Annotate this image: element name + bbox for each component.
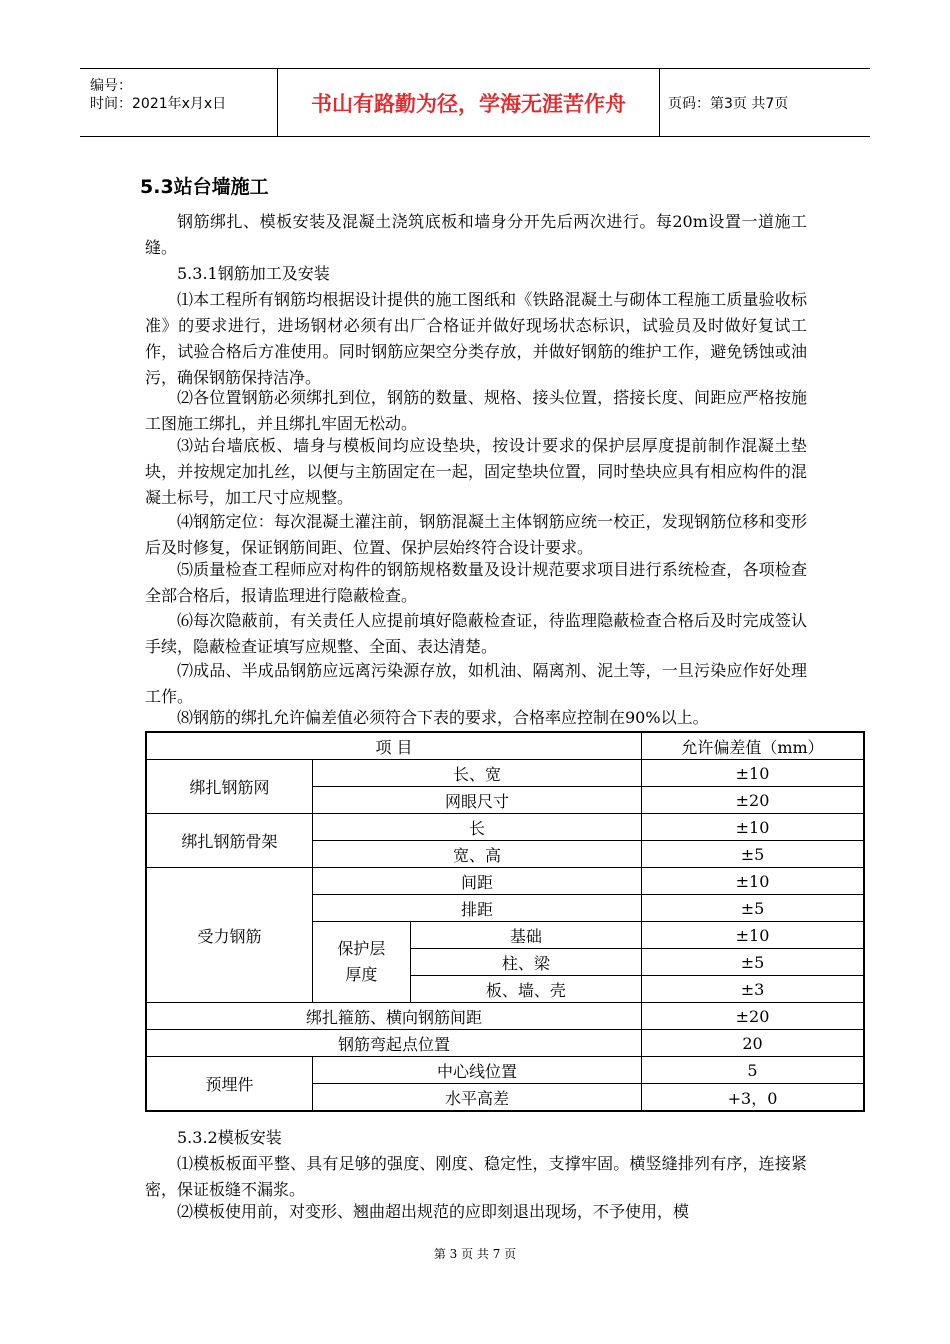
table-cell-value: ±20 [642,787,864,814]
formwork-item-1: ⑴模板板面平整、具有足够的强度、刚度、稳定性，支撑牢固。横竖缝排列有序，连接紧密，保证板缝不漏浆。 [145,1154,807,1199]
cover-thickness-label [312,922,410,1003]
table-row [146,760,864,787]
table-cell-value: ±10 [642,868,864,895]
table-cell-value: +3，0 [642,1084,864,1112]
group-mesh: 绑扎钢筋网 [146,760,312,814]
table-cell-value: ±10 [642,922,864,949]
group-main-rebar: 受力钢筋 [146,868,312,1003]
rebar-item-7: ⑺成品、半成品钢筋应远离污染源存放，如机油、隔离剂、泥土等，一旦污染应作好处理工作。 [145,661,807,706]
table-cell-value: 20 [642,1030,864,1057]
table-cell: 柱、梁 [410,949,641,976]
header-meta [80,69,278,136]
page-header [80,68,870,137]
intro-paragraph: 钢筋绑扎、模板安装及混凝土浇筑底板和墙身分开先后两次进行。每20m设置一道施工缝。 [145,212,807,257]
table-header-row [146,732,864,760]
table-cell-value: ±5 [642,949,864,976]
rebar-item-4: ⑷钢筋定位：每次混凝土灌注前，钢筋混凝土主体钢筋应统一校正，发现钢筋位移和变形后及时修复，保证钢筋间距、位置、保护层始终符合设计要求。 [145,512,807,557]
rebar-item-8: ⑻钢筋的绑扎允许偏差值必须符合下表的要求，合格率应控制在90%以上。 [177,708,709,727]
header-page-number: 页码：第3页 共7页 [668,95,789,112]
table-cell: 钢筋弯起点位置 [146,1030,642,1057]
subsection-title-rebar: 5.3.1钢筋加工及安装 [177,264,330,283]
rebar-item-6: ⑹每次隐蔽前，有关责任人应提前填好隐蔽检查证，待监理隐蔽检查合格后及时完成签认手续，隐蔽检查证填写应规整、全面、表达清楚。 [145,611,807,656]
table-row [146,814,864,841]
table-cell: 网眼尺寸 [312,787,641,814]
subsection-title-formwork: 5.3.2模板安装 [177,1128,282,1147]
table-cell-value: ±5 [642,841,864,868]
table-cell: 宽、高 [312,841,641,868]
table-row [146,868,864,895]
table-cell-value: ±10 [642,814,864,841]
rebar-item-5: ⑸质量检查工程师应对构件的钢筋规格数量及设计规范要求项目进行系统检查，各项检查全部合格后，报请监理进行隐蔽检查。 [145,560,807,605]
header-motto: 书山有路勤为径，学海无涯苦作舟 [278,69,660,136]
document-number: 编号： [90,78,132,94]
table-cell-value: ±20 [642,1003,864,1030]
table-cell-value: ±3 [642,976,864,1003]
group-skeleton: 绑扎钢筋骨架 [146,814,312,868]
table-cell: 板、墙、壳 [410,976,641,1003]
formwork-item-2: ⑵模板使用前，对变形、翘曲超出规范的应即刻退出现场，不予使用，模 [177,1202,690,1221]
tolerance-table [145,731,865,1112]
table-cell-value: ±10 [642,760,864,787]
group-embedded: 预埋件 [146,1057,312,1112]
cover-label-line2: 厚度 [345,965,378,984]
section-title: 5.3站台墙施工 [140,176,269,198]
table-cell: 基础 [410,922,641,949]
header-tolerance: 允许偏差值（mm） [642,732,864,760]
page-footer: 第 3 页 共 7 页 [433,1247,517,1261]
table-row [146,1057,864,1084]
document-date: 时间：2021年x月x日 [90,96,227,112]
rebar-item-1: ⑴本工程所有钢筋均根据设计提供的施工图纸和《铁路混凝土与砌体工程施工质量验收标准》的要求进行，进场钢材必须有出厂合格证并做好现场状态标识，试验员及时做好复试工作，试验合格后方准使用。同时钢筋应架空分类存放，并做好钢筋的维护工作，避免锈蚀或油污，确保钢筋保持洁净。 [145,290,807,387]
table-cell: 中心线位置 [312,1057,641,1084]
rebar-item-2: ⑵各位置钢筋必须绑扎到位，钢筋的数量、规格、接头位置，搭接长度、间距应严格按施工图施工绑扎，并且绑扎牢固无松动。 [145,388,807,433]
rebar-item-3: ⑶站台墙底板、墙身与模板间均应设垫块，按设计要求的保护层厚度提前制作混凝土垫块，并按规定加扎丝，以便与主筋固定在一起，固定垫块位置，同时垫块应具有相应构件的混凝土标号，加工尺寸应规整。 [145,436,807,507]
table-cell: 长、宽 [312,760,641,787]
table-cell: 水平高差 [312,1084,641,1112]
table-cell: 长 [312,814,641,841]
table-cell: 排距 [312,895,641,922]
table-cell: 绑扎箍筋、横向钢筋间距 [146,1003,642,1030]
table-cell: 间距 [312,868,641,895]
table-cell-value: 5 [642,1057,864,1084]
table-row [146,1030,864,1057]
header-item: 项 目 [146,732,642,760]
table-row [146,1003,864,1030]
cover-label-line1: 保护层 [337,939,386,958]
table-cell-value: ±5 [642,895,864,922]
